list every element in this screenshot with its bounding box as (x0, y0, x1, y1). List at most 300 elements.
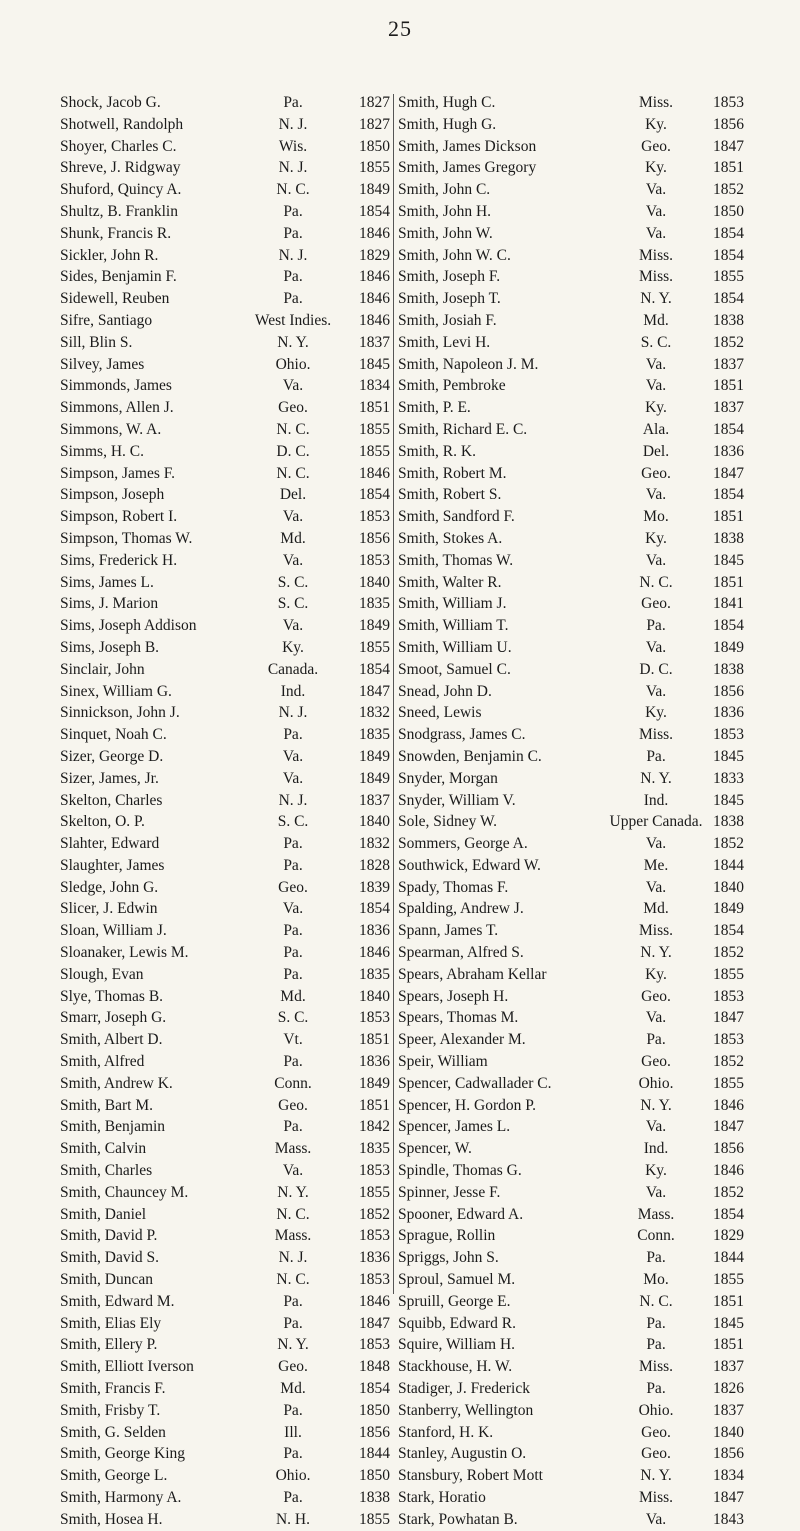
entry-place: Del. (279, 486, 307, 504)
list-item (398, 942, 744, 964)
entry-place: Va. (645, 878, 667, 896)
entry-place: Pa. (283, 856, 303, 874)
entry-year: 1838 (713, 529, 744, 547)
entry-place: Geo. (641, 1423, 671, 1441)
list-item (398, 1487, 744, 1509)
list-item (398, 354, 744, 376)
list-item (398, 1465, 744, 1487)
entry-year: 1838 (713, 311, 744, 329)
entry-year: 1835 (359, 965, 390, 983)
entry-name: Sickler, John R. (60, 246, 159, 264)
entry-name: Smith, Ellery P. (60, 1336, 158, 1354)
entry-name: Spears, Thomas M. (398, 1009, 519, 1027)
entry-year: 1851 (359, 1096, 390, 1114)
list-item (60, 245, 390, 267)
entry-place: Ky. (645, 1162, 667, 1180)
entry-name: Stanley, Augustin O. (398, 1445, 527, 1463)
entry-place: Geo. (641, 464, 671, 482)
entry-place: S. C. (277, 1009, 309, 1027)
entry-place: Va. (645, 486, 667, 504)
entry-year: 1846 (359, 1292, 390, 1310)
entry-year: 1849 (359, 1074, 390, 1092)
entry-place: Va. (645, 1510, 667, 1528)
entry-place: Ind. (643, 1140, 669, 1158)
entry-year: 1853 (713, 94, 744, 111)
entry-year: 1856 (359, 529, 390, 547)
entry-name: Smith, William U. (398, 638, 512, 656)
list-item (60, 332, 390, 354)
list-item (60, 1073, 390, 1095)
list-item (60, 506, 390, 528)
list-item (60, 157, 390, 179)
entry-place: Ind. (280, 682, 306, 700)
entry-year: 1854 (713, 246, 744, 264)
list-item (398, 724, 744, 746)
entry-place: Miss. (638, 726, 674, 744)
entry-name: Sims, James L. (60, 573, 154, 591)
entry-place: N. C. (276, 464, 310, 482)
list-item (60, 1182, 390, 1204)
entry-place: N. Y. (277, 333, 309, 351)
list-item (60, 702, 390, 724)
entry-year: 1853 (359, 551, 390, 569)
entry-year: 1854 (713, 617, 744, 635)
entry-place: Geo. (641, 595, 671, 613)
list-item (398, 114, 744, 136)
list-item (60, 179, 390, 201)
entry-place: Va. (282, 377, 304, 395)
entry-name: Sledge, John G. (60, 878, 159, 896)
entry-place: Pa. (646, 1031, 666, 1049)
entry-name: Simpson, Robert I. (60, 508, 178, 526)
list-item (398, 898, 744, 920)
entry-place: Geo. (278, 399, 308, 417)
entry-place: Geo. (641, 137, 671, 155)
entry-year: 1855 (359, 1510, 390, 1528)
entry-place: Pa. (283, 290, 303, 308)
entry-place: Md. (280, 1380, 306, 1398)
list-item (60, 1095, 390, 1117)
entry-name: Spooner, Edward A. (398, 1205, 524, 1223)
entry-place: Ohio. (638, 1074, 674, 1092)
entry-year: 1853 (359, 1009, 390, 1027)
list-item (398, 136, 744, 158)
entry-year: 1849 (713, 900, 744, 918)
entry-name: Smith, Calvin (60, 1140, 147, 1158)
list-item (60, 375, 390, 397)
entry-year: 1836 (713, 704, 744, 722)
entry-year: 1838 (713, 660, 744, 678)
list-item (398, 1182, 744, 1204)
list-item (60, 986, 390, 1008)
entry-place: Pa. (283, 94, 303, 111)
list-item (398, 506, 744, 528)
entry-place: Pa. (283, 1053, 303, 1071)
entry-place: Pa. (646, 617, 666, 635)
entry-place: West Indies. (254, 311, 332, 329)
list-item (398, 1356, 744, 1378)
entry-name: Simmons, W. A. (60, 420, 162, 438)
entry-name: Stadiger, J. Frederick (398, 1380, 530, 1398)
entry-name: Smith, James Dickson (398, 137, 537, 155)
entry-year: 1832 (359, 835, 390, 853)
entry-name: Smith, Francis F. (60, 1380, 166, 1398)
entry-place: N. J. (278, 159, 308, 177)
entry-year: 1853 (359, 1271, 390, 1289)
entry-name: Spriggs, John S. (398, 1249, 499, 1267)
list-item (60, 768, 390, 790)
entry-place: Miss. (638, 1489, 674, 1506)
left-column (60, 92, 390, 1528)
entry-name: Spencer, W. (398, 1140, 472, 1158)
list-item (60, 1334, 390, 1356)
entry-year: 1847 (713, 1009, 744, 1027)
entry-place: Vt. (283, 1031, 303, 1049)
entry-place: Geo. (278, 878, 308, 896)
entry-place: S. C. (640, 333, 672, 351)
list-item (398, 484, 744, 506)
entry-year: 1854 (359, 486, 390, 504)
entry-name: Smith, David S. (60, 1249, 160, 1267)
entry-name: Speir, William (398, 1053, 488, 1071)
entry-name: Smith, Chauncey M. (60, 1183, 189, 1201)
entry-year: 1838 (359, 1489, 390, 1506)
list-item (398, 877, 744, 899)
entry-year: 1834 (713, 1467, 744, 1485)
entry-year: 1844 (713, 856, 744, 874)
entry-name: Smith, Sandford F. (398, 508, 515, 526)
list-item (398, 1225, 744, 1247)
entry-name: Simpson, Joseph (60, 486, 165, 504)
entry-year: 1838 (713, 813, 744, 831)
entry-place: S. C. (277, 595, 309, 613)
entry-name: Spears, Joseph H. (398, 987, 509, 1005)
entry-place: Va. (645, 377, 667, 395)
entry-place: Va. (645, 682, 667, 700)
entry-name: Stansbury, Robert Mott (398, 1467, 543, 1485)
entry-place: Va. (645, 551, 667, 569)
list-item (398, 1247, 744, 1269)
entry-year: 1852 (713, 181, 744, 199)
entry-name: Stanford, H. K. (398, 1423, 494, 1441)
entry-place: Canada. (267, 660, 319, 678)
entry-name: Slye, Thomas B. (60, 987, 164, 1005)
entry-name: Smith, Andrew K. (60, 1074, 173, 1092)
entry-place: Mass. (274, 1227, 312, 1245)
entry-name: Spencer, Cadwallader C. (398, 1074, 552, 1092)
entry-year: 1837 (713, 1401, 744, 1419)
entry-place: Pa. (646, 1380, 666, 1398)
list-item (398, 419, 744, 441)
entry-place: Va. (282, 900, 304, 918)
list-item (398, 1313, 744, 1335)
entry-year: 1845 (713, 551, 744, 569)
entry-name: Simpson, James F. (60, 464, 176, 482)
entry-name: Sinquet, Noah C. (60, 726, 167, 744)
entry-place: N. Y. (640, 1467, 672, 1485)
list-item (60, 1007, 390, 1029)
entry-place: Va. (282, 508, 304, 526)
entry-name: Smith, Albert D. (60, 1031, 163, 1049)
entry-year: 1847 (713, 464, 744, 482)
entry-place: Va. (282, 1162, 304, 1180)
entry-name: Skelton, Charles (60, 791, 163, 809)
entry-name: Smith, William J. (398, 595, 507, 613)
entry-name: Smith, George L. (60, 1467, 168, 1485)
entry-name: Smith, Frisby T. (60, 1401, 161, 1419)
entry-name: Smarr, Joseph G. (60, 1009, 167, 1027)
entry-name: Sommers, George A. (398, 835, 528, 853)
entry-name: Spindle, Thomas G. (398, 1162, 522, 1180)
entry-place: Va. (645, 1009, 667, 1027)
entry-name: Spruill, George E. (398, 1292, 511, 1310)
list-item (398, 179, 744, 201)
entry-place: N. H. (275, 1510, 310, 1528)
entry-place: Del. (642, 442, 670, 460)
entry-name: Smith, Levi H. (398, 333, 491, 351)
list-item (60, 681, 390, 703)
entry-place: Va. (645, 1183, 667, 1201)
list-item (60, 354, 390, 376)
entry-place: Pa. (283, 965, 303, 983)
page-number: 25 (388, 16, 412, 41)
entry-place: N. C. (276, 181, 310, 199)
entry-place: Pa. (283, 1314, 303, 1332)
entry-year: 1849 (359, 769, 390, 787)
entry-year: 1856 (713, 1445, 744, 1463)
entry-place: N. C. (639, 573, 673, 591)
entry-name: Smith, Joseph F. (398, 268, 501, 286)
entry-name: Squire, William H. (398, 1336, 516, 1354)
entry-place: Va. (282, 617, 304, 635)
entry-place: Va. (282, 769, 304, 787)
entry-name: Smith, Duncan (60, 1271, 153, 1289)
entry-year: 1854 (713, 420, 744, 438)
entry-place: Wis. (278, 137, 308, 155)
entry-name: Simmons, Allen J. (60, 399, 174, 417)
entry-place: Pa. (283, 268, 303, 286)
entry-name: Smith, Pembroke (398, 377, 506, 395)
entry-name: Spann, James T. (398, 922, 499, 940)
list-item (60, 528, 390, 550)
entry-place: Va. (645, 1118, 667, 1136)
list-item (60, 1291, 390, 1313)
entry-place: Va. (645, 355, 667, 373)
entry-place: Ky. (645, 115, 667, 133)
entry-year: 1854 (713, 922, 744, 940)
entry-name: Shock, Jacob G. (60, 94, 161, 111)
entry-name: Smoot, Samuel C. (398, 660, 511, 678)
list-item (60, 484, 390, 506)
entry-place: Me. (643, 856, 669, 874)
list-item (60, 811, 390, 833)
entry-year: 1829 (359, 246, 390, 264)
entry-name: Spencer, H. Gordon P. (398, 1096, 537, 1114)
entry-year: 1845 (713, 1314, 744, 1332)
entry-name: Spinner, Jesse F. (398, 1183, 501, 1201)
right-column (398, 92, 744, 1528)
entry-year: 1852 (359, 1205, 390, 1223)
entry-place: Pa. (283, 1489, 303, 1506)
entry-name: Slahter, Edward (60, 835, 160, 853)
entry-name: Snowden, Benjamin C. (398, 747, 542, 765)
list-item (398, 1051, 744, 1073)
entry-year: 1855 (713, 1074, 744, 1092)
entry-name: Smith, Josiah F. (398, 311, 497, 329)
list-item (60, 1487, 390, 1509)
entry-year: 1836 (359, 1249, 390, 1267)
entry-name: Smith, R. K. (398, 442, 476, 460)
list-item (398, 201, 744, 223)
entry-place: Geo. (641, 1445, 671, 1463)
entry-year: 1846 (713, 1096, 744, 1114)
entry-name: Shuford, Quincy A. (60, 181, 182, 199)
entry-year: 1851 (713, 159, 744, 177)
entry-year: 1854 (359, 900, 390, 918)
list-item (60, 1443, 390, 1465)
entry-name: Southwick, Edward W. (398, 856, 541, 874)
entry-place: Conn. (637, 1227, 675, 1245)
entry-name: Sinex, William G. (60, 682, 172, 700)
entry-name: Sizer, George D. (60, 747, 164, 765)
entry-name: Stanberry, Wellington (398, 1401, 534, 1419)
entry-year: 1833 (713, 769, 744, 787)
entry-name: Smith, John W. (398, 224, 493, 242)
list-item (398, 288, 744, 310)
entry-place: Geo. (278, 1358, 308, 1376)
entry-name: Speer, Alexander M. (398, 1031, 526, 1049)
entry-year: 1856 (713, 682, 744, 700)
entry-name: Spencer, James L. (398, 1118, 511, 1136)
entry-place: Mo. (643, 508, 669, 526)
entry-year: 1855 (359, 442, 390, 460)
list-item (60, 1225, 390, 1247)
entry-year: 1854 (713, 290, 744, 308)
entry-name: Simmonds, James (60, 377, 172, 395)
entry-year: 1844 (359, 1445, 390, 1463)
list-item (398, 1378, 744, 1400)
entry-year: 1851 (713, 377, 744, 395)
entry-name: Slaughter, James (60, 856, 165, 874)
list-item (60, 441, 390, 463)
entry-place: Miss. (638, 268, 674, 286)
column-divider (393, 94, 394, 1294)
entry-name: Smith, David P. (60, 1227, 158, 1245)
entry-year: 1853 (359, 1227, 390, 1245)
entry-place: N. C. (276, 420, 310, 438)
entry-name: Smith, P. E. (398, 399, 471, 417)
list-item (398, 1422, 744, 1444)
entry-name: Smith, James Gregory (398, 159, 537, 177)
entry-year: 1855 (359, 159, 390, 177)
entry-year: 1850 (359, 137, 390, 155)
list-item (60, 1422, 390, 1444)
list-item (398, 615, 744, 637)
entry-place: Pa. (283, 726, 303, 744)
entry-place: Mass. (274, 1140, 312, 1158)
list-item (398, 1443, 744, 1465)
entry-name: Stark, Powhatan B. (398, 1510, 518, 1528)
list-item (60, 463, 390, 485)
list-item (60, 1029, 390, 1051)
entry-name: Spalding, Andrew J. (398, 900, 524, 918)
entry-place: Pa. (646, 1314, 666, 1332)
entry-year: 1837 (359, 791, 390, 809)
list-item (398, 1269, 744, 1291)
list-item (398, 768, 744, 790)
entry-year: 1851 (713, 573, 744, 591)
list-item (398, 463, 744, 485)
list-item (60, 266, 390, 288)
entry-name: Sims, J. Marion (60, 595, 159, 613)
list-item (60, 964, 390, 986)
entry-year: 1840 (359, 987, 390, 1005)
list-item (60, 615, 390, 637)
list-item (60, 1356, 390, 1378)
entry-name: Smith, Edward M. (60, 1292, 175, 1310)
entry-place: Md. (643, 311, 669, 329)
entry-place: Pa. (283, 202, 303, 220)
entry-name: Sinclair, John (60, 660, 145, 678)
entry-place: N. J. (278, 704, 308, 722)
list-item (398, 245, 744, 267)
entry-year: 1856 (713, 1140, 744, 1158)
entry-name: Sifre, Santiago (60, 311, 153, 329)
entry-year: 1836 (713, 442, 744, 460)
list-item (60, 659, 390, 681)
entry-year: 1854 (359, 202, 390, 220)
entry-place: D. C. (639, 660, 673, 678)
entry-year: 1849 (713, 638, 744, 656)
entry-name: Shotwell, Randolph (60, 115, 184, 133)
entry-place: N. C. (276, 1271, 310, 1289)
list-item (60, 223, 390, 245)
entry-name: Smith, Charles (60, 1162, 153, 1180)
entry-place: Miss. (638, 922, 674, 940)
entry-place: Md. (280, 529, 306, 547)
entry-year: 1843 (713, 1510, 744, 1528)
entry-year: 1853 (359, 1336, 390, 1354)
entry-year: 1855 (359, 1183, 390, 1201)
entry-year: 1834 (359, 377, 390, 395)
entry-year: 1837 (713, 399, 744, 417)
entry-place: Ky. (645, 529, 667, 547)
entry-place: Va. (645, 638, 667, 656)
entry-name: Smith, George King (60, 1445, 185, 1463)
entry-place: Geo. (641, 1053, 671, 1071)
list-item (60, 550, 390, 572)
entry-name: Smith, Walter R. (398, 573, 502, 591)
entry-year: 1855 (713, 965, 744, 983)
entry-name: Sprague, Rollin (398, 1227, 496, 1245)
list-item (398, 659, 744, 681)
list-item (398, 964, 744, 986)
list-item (60, 201, 390, 223)
entry-year: 1846 (359, 311, 390, 329)
list-item (60, 1116, 390, 1138)
entry-year: 1846 (359, 268, 390, 286)
entry-year: 1850 (359, 1401, 390, 1419)
entry-name: Smith, Bart M. (60, 1096, 154, 1114)
entry-place: Ala. (642, 420, 670, 438)
list-item (60, 1160, 390, 1182)
entry-place: Va. (282, 551, 304, 569)
list-item (398, 332, 744, 354)
entry-name: Smith, Joseph T. (398, 290, 501, 308)
entry-place: Miss. (638, 94, 674, 111)
entry-place: Pa. (283, 835, 303, 853)
entry-year: 1851 (359, 399, 390, 417)
